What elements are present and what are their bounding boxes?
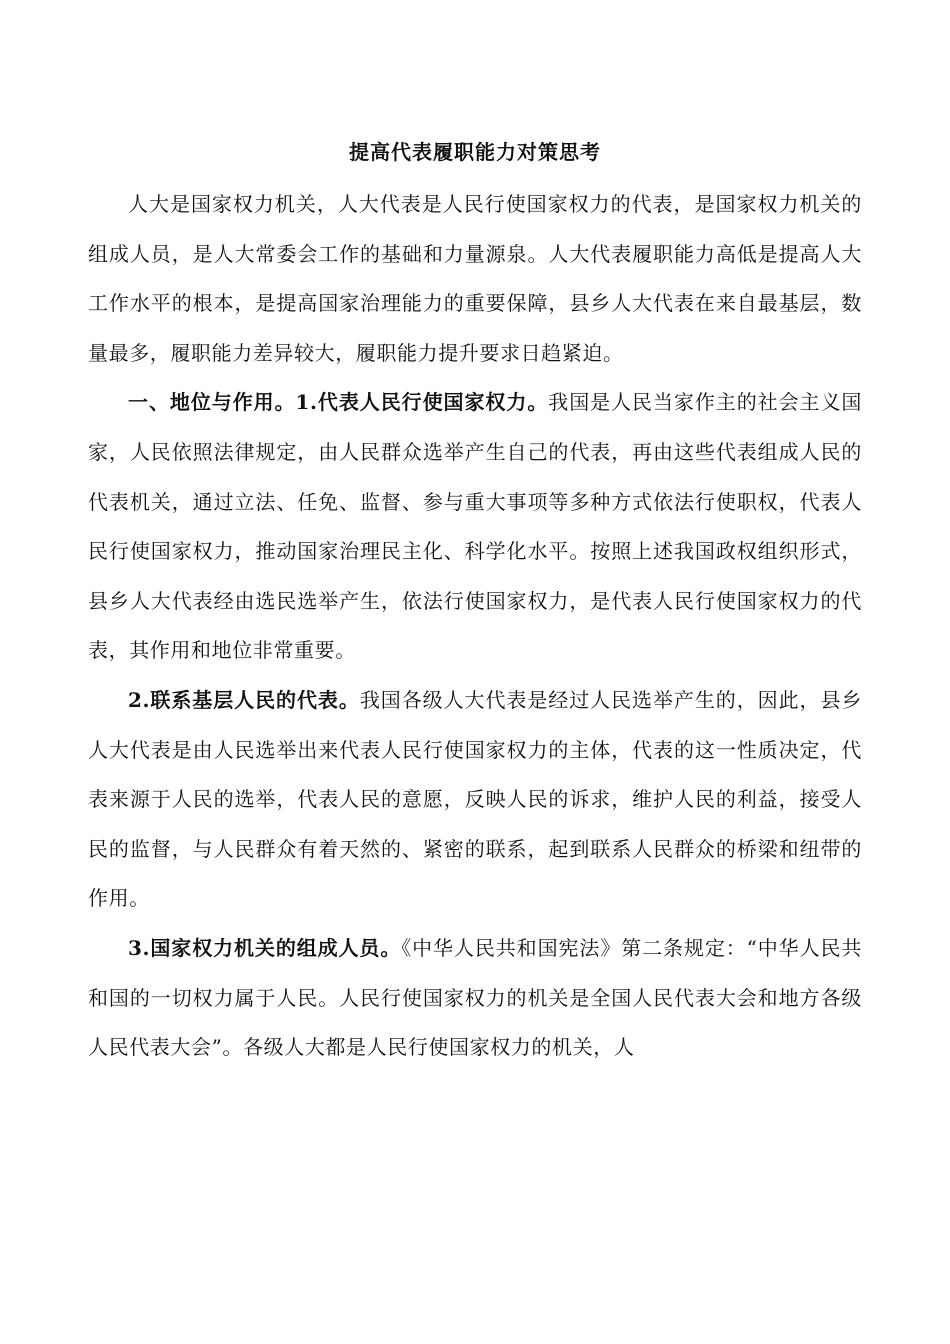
paragraph-text: 《中华人民共和国宪法》第二条规定：“中华人民共和国的一切权力属于人民。人民行使国家权力的机关是全国人民代表大会和地方各级人民代表大会”。各级人大都是人民行使国家权力的机关，人	[88, 935, 862, 1060]
document-body	[88, 180, 862, 1073]
paragraph-text: 我国各级人大代表是经过人民选举产生的，因此，县乡人大代表是由人民选举出来代表人民行使国家权力的主体，代表的这一性质决定，代表来源于人民的选举，代表人民的意愿，反映人民的诉求，维护人民的利益，接受人民的监督，与人民群众有着天然的、紧密的联系，起到联系人民群众的桥梁和纽带的作用。	[88, 687, 862, 911]
paragraph-section-2	[88, 676, 862, 924]
paragraph-intro	[88, 180, 862, 378]
paragraph-lead: 一、地位与作用。1.代表人民行使国家权力。	[128, 390, 549, 415]
paragraph-text: 人大是国家权力机关，人大代表是人民行使国家权力的代表，是国家权力机关的组成人员，是人大常委会工作的基础和力量源泉。人大代表履职能力高低是提高人大工作水平的根本，是提高国家治理能力的重要保障，县乡人大代表在来自最基层，数量最多，履职能力差异较大，履职能力提升要求日趋紧迫。	[88, 192, 862, 365]
paragraph-section-3	[88, 924, 862, 1073]
paragraph-text: 我国是人民当家作主的社会主义国家，人民依照法律规定，由人民群众选举产生自己的代表，再由这些代表组成人民的代表机关，通过立法、任免、监督、参与重大事项等多种方式依法行使职权，代表人民行使国家权力，推动国家治理民主化、科学化水平。按照上述我国政权组织形式，县乡人大代表经由选民选举产生，依法行使国家权力，是代表人民行使国家权力的代表，其作用和地位非常重要。	[88, 390, 863, 663]
paragraph-lead: 2.联系基层人民的代表。	[128, 687, 360, 712]
document-title: 提高代表履职能力对策思考	[349, 140, 601, 164]
paragraph-section-1	[88, 378, 862, 676]
paragraph-lead: 3.国家权力机关的组成人员。	[128, 935, 402, 960]
